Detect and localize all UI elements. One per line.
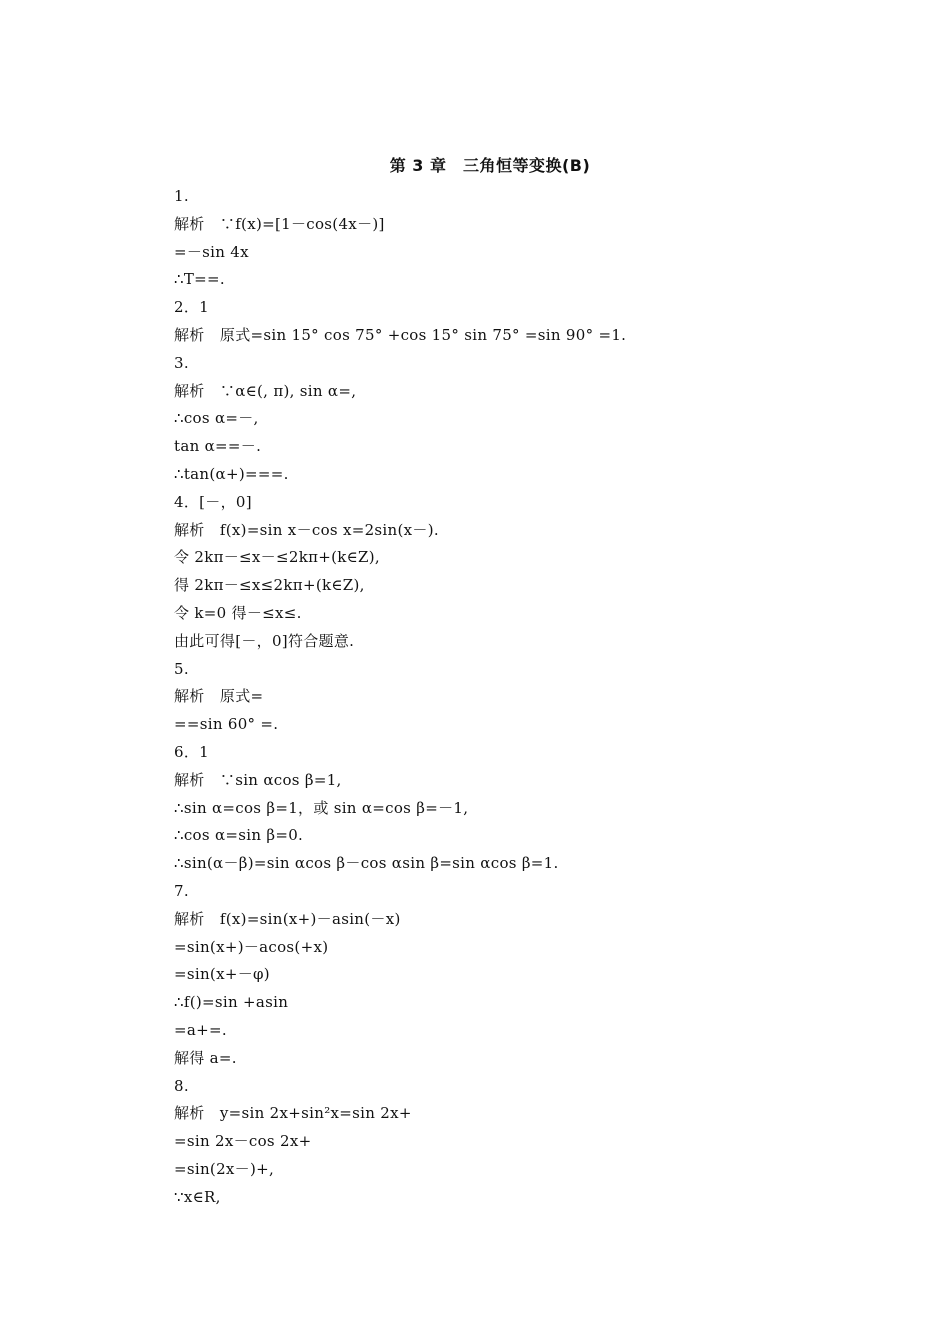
text-line: 解析 f(x)=sin x－cos x=2sin(x－). (174, 520, 439, 539)
text-line: 令 2kπ－≤x－≤2kπ+(k∈Z), (174, 548, 381, 567)
text-line: =sin(2x－)+, (174, 1159, 275, 1178)
text-line: =sin 2x－cos 2x+ (174, 1132, 312, 1151)
text-line: 4．[－，0] (174, 492, 252, 511)
text-line: 解析 ∵α∈(, π), sin α=, (174, 381, 357, 400)
text-line: 由此可得[－，0]符合题意. (174, 631, 355, 650)
text-line: 解析 y=sin 2x+sin²x=sin 2x+ (174, 1104, 412, 1123)
text-line: 解析 f(x)=sin(x+)－asin(－x) (174, 909, 401, 928)
text-line: 解析 ∵f(x)=[1－cos(4x－)] (174, 214, 385, 233)
chapter-title: 第 3 章 三角恒等变换(B) (389, 156, 591, 175)
text-line: 8. (174, 1076, 189, 1095)
text-line: ∴sin α=cos β=1，或 sin α=cos β=－1, (174, 798, 469, 817)
text-line: 解析 原式= (174, 687, 264, 706)
text-line: 1. (174, 187, 189, 205)
text-line: ==sin 60° =. (174, 715, 279, 734)
text-line: 解析 ∵sin αcos β=1, (174, 770, 342, 789)
text-line: ∴T==. (174, 270, 225, 289)
text-line: tan α==－. (174, 437, 262, 456)
text-line: =sin(x+)－acos(+x) (174, 937, 329, 956)
text-line: =a+=. (174, 1020, 227, 1039)
text-line: 6．1 (174, 742, 209, 761)
text-line: 2．1 (174, 298, 209, 317)
text-line: ∴cos α=－, (174, 409, 259, 428)
text-line: ∵x∈R, (174, 1187, 221, 1206)
solution-body (174, 183, 814, 1211)
text-line: 解得 a=. (174, 1048, 237, 1067)
text-line: 5. (174, 659, 189, 678)
text-line: 3. (174, 353, 189, 372)
text-line: ∴sin(α－β)=sin αcos β－cos αsin β=sin αcos β=1. (174, 854, 559, 873)
text-line: =－sin 4x (174, 242, 249, 261)
text-line: 令 k=0 得－≤x≤. (174, 603, 302, 622)
text-line: 解析 原式=sin 15° cos 75° +cos 15° sin 75° =sin 90° =1. (174, 325, 627, 344)
text-line: ∴cos α=sin β=0. (174, 826, 304, 845)
text-line: =sin(x+－φ) (174, 965, 270, 984)
text-line: ∴f()=sin +asin (174, 993, 289, 1012)
text-line: 得 2kπ－≤x≤2kπ+(k∈Z), (174, 576, 365, 595)
text-line: ∴tan(α+)===. (174, 464, 289, 483)
text-line: 7. (174, 881, 189, 900)
